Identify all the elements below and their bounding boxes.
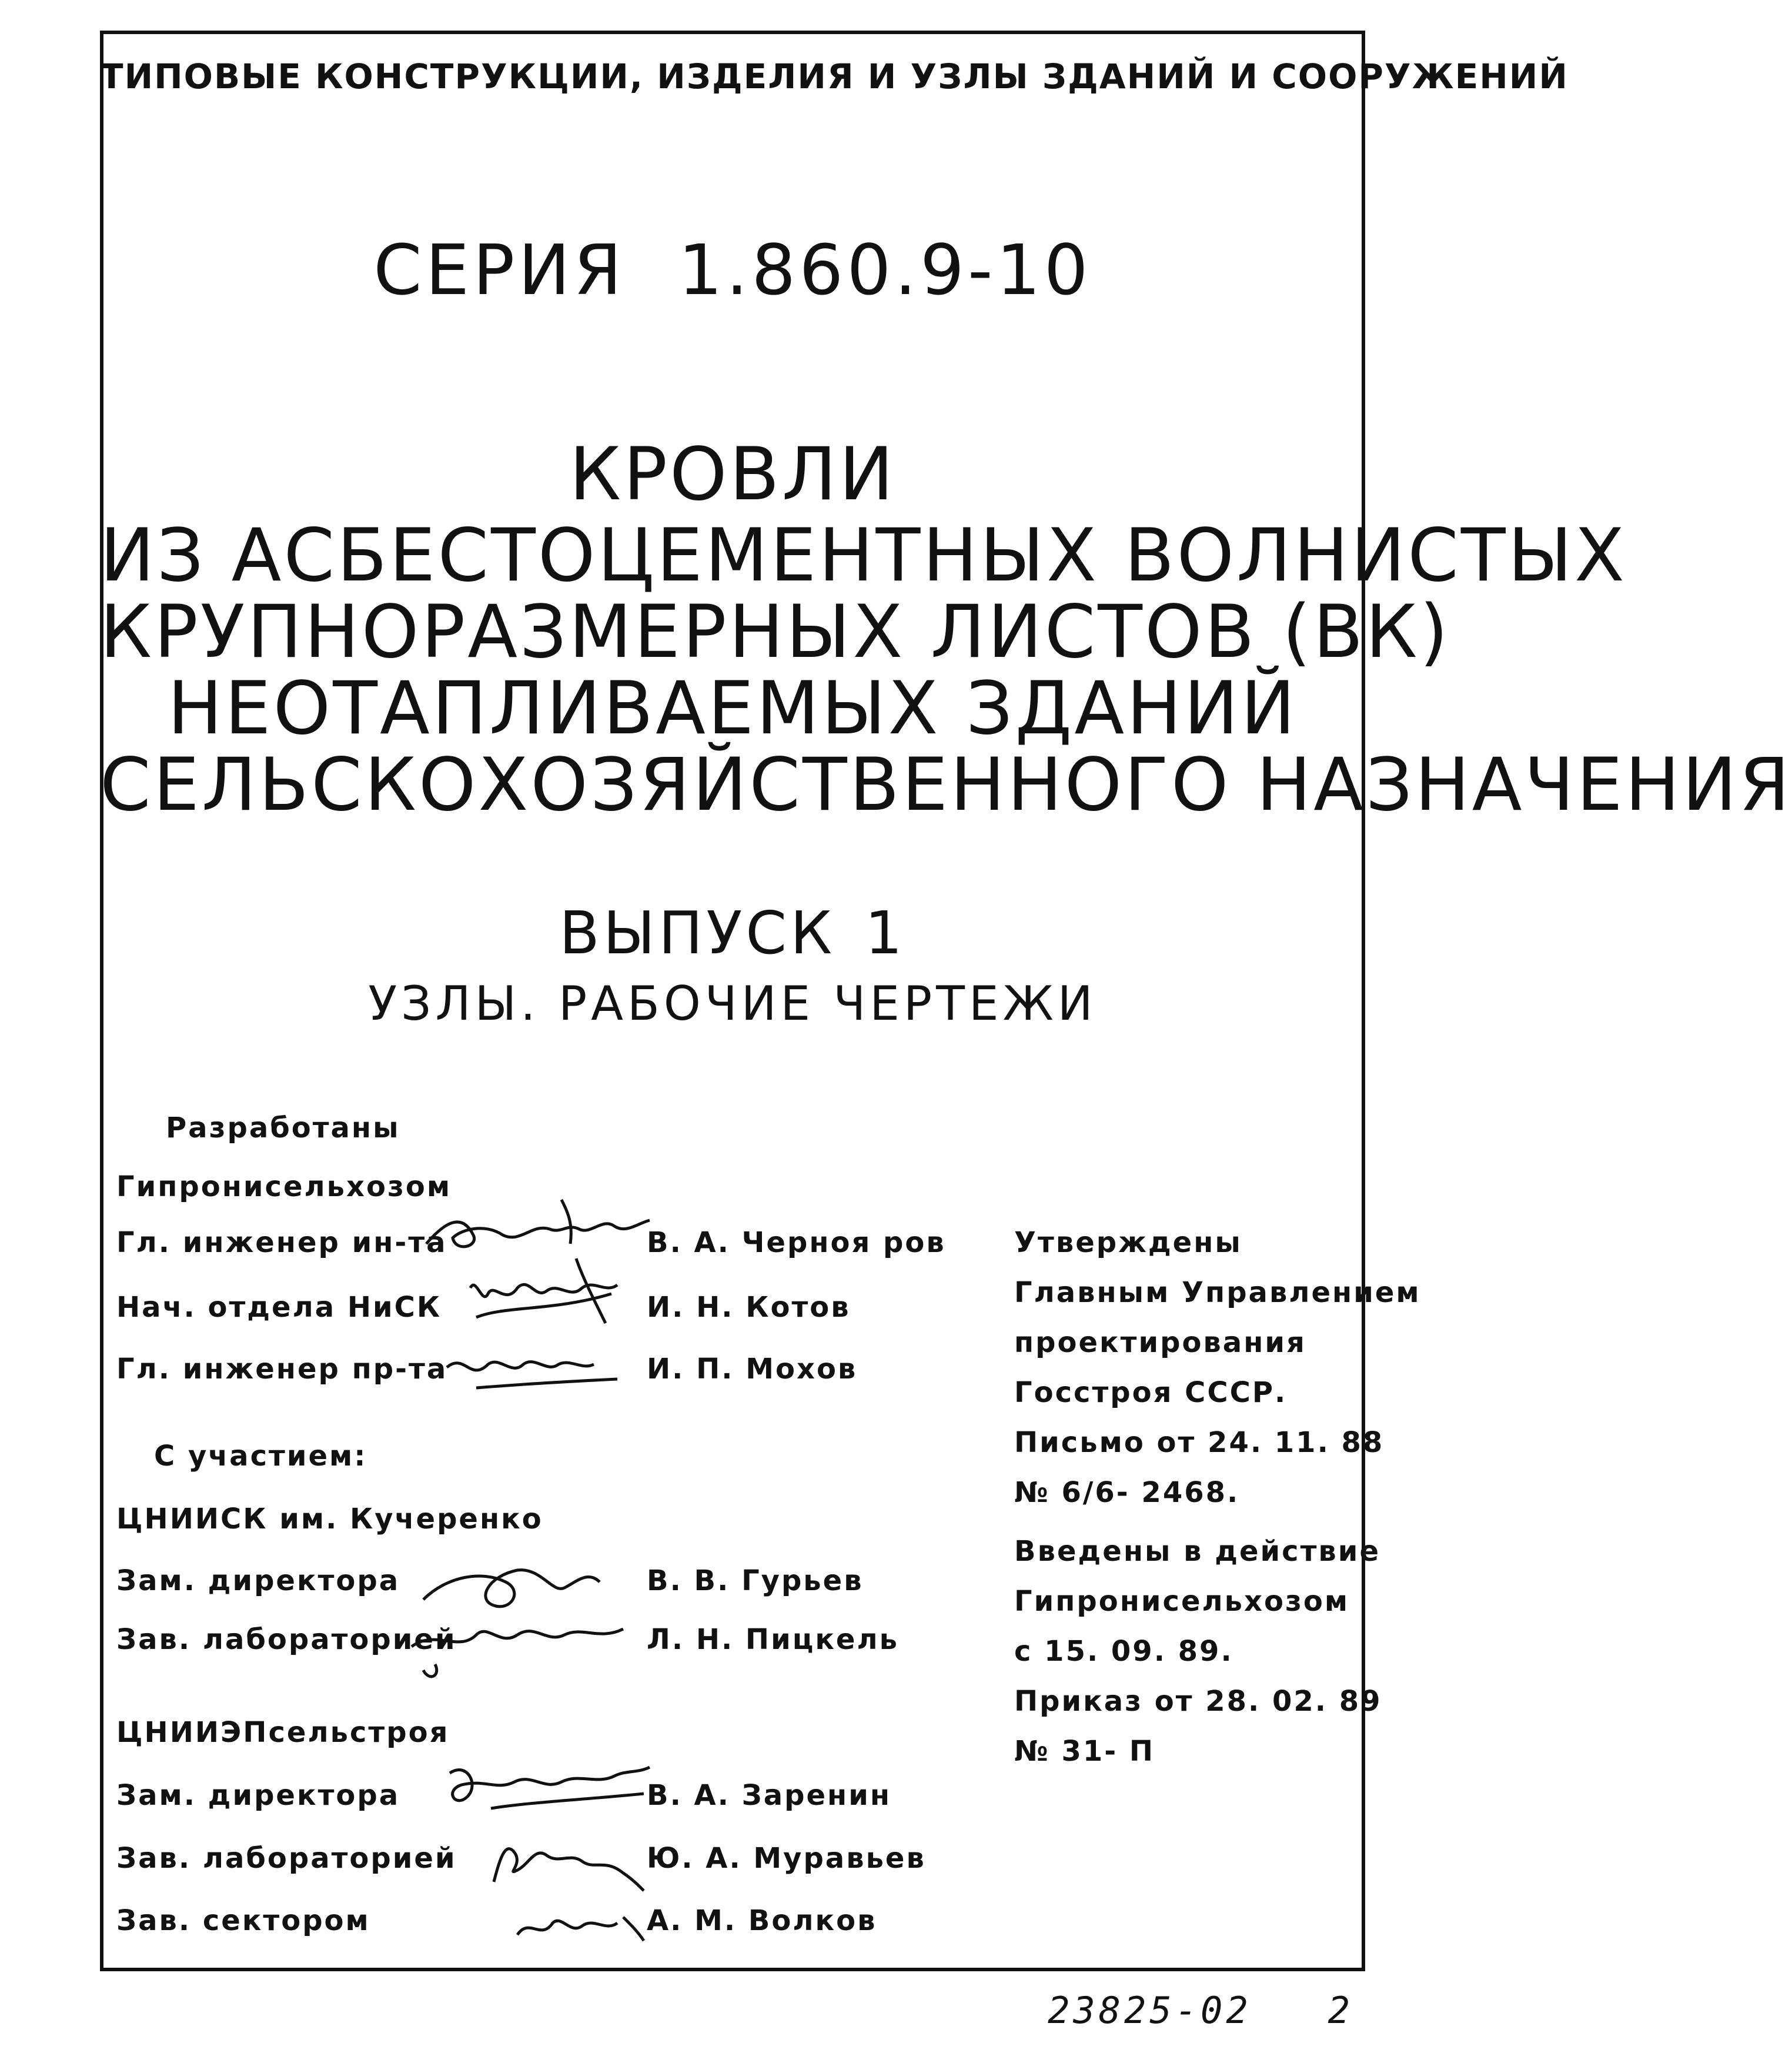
position-lab-head-2: Зав. лабораторией (116, 1842, 457, 1875)
title-line-3: КРУПНОРАЗМЕРНЫХ ЛИСТОВ (ВК) (100, 590, 1450, 675)
series-heading (100, 229, 1365, 311)
developed-heading: Разработаны (166, 1111, 400, 1144)
participation-heading: С участием: (154, 1440, 367, 1473)
signature-mokhov (441, 1335, 629, 1400)
participant-organization-tsniiepselstroy: ЦНИИЭПсельстроя (116, 1716, 450, 1749)
position-chief-engineer-project: Гл. инженер пр-та (116, 1353, 448, 1386)
name-mokhov: И. П. Мохов (647, 1353, 858, 1386)
title-line-2: ИЗ АСБЕСТОЦЕМЕНТНЫХ ВОЛНИСТЫХ (100, 513, 1627, 598)
title-line-4: НЕОТАПЛИВАЕМЫХ ЗДАНИЙ (168, 666, 1298, 751)
name-chernoyarov: В. А. Черноя ров (647, 1226, 946, 1259)
title-line-1: КРОВЛИ (569, 432, 896, 517)
name-guryev: В. В. Гурьев (647, 1564, 864, 1597)
approved-line-1: Утверждены (1014, 1226, 1242, 1259)
issue-subtitle: УЗЛЫ. РАБОЧИЕ ЧЕРТЕЖИ (368, 976, 1097, 1031)
name-volkov: А. М. Волков (647, 1904, 877, 1937)
position-deputy-director-2: Зам. директора (116, 1779, 400, 1812)
approved-line-4: Госстроя СССР. (1014, 1376, 1288, 1409)
issue-label: ВЫПУСК (559, 899, 836, 967)
enacted-line-4: Приказ от 28. 02. 89 (1014, 1685, 1382, 1718)
position-sector-head: Зав. сектором (116, 1904, 370, 1937)
approved-line-3: проектирования (1014, 1326, 1306, 1359)
position-chief-engineer-institute: Гл. инженер ин-та (116, 1226, 447, 1259)
signature-zarenin (432, 1750, 656, 1820)
name-zarenin: В. А. Заренин (647, 1779, 891, 1812)
series-number: 1.860.9-10 (678, 229, 1092, 311)
issue-number: 1 (865, 899, 906, 967)
name-pitskel: Л. Н. Пицкель (647, 1623, 899, 1656)
enacted-line-2: Гипронисельхозом (1014, 1585, 1350, 1618)
signature-muravyev (482, 1829, 647, 1894)
document-number: 23825-02 (1048, 1989, 1252, 2032)
approved-line-6: № 6/6- 2468. (1014, 1476, 1240, 1509)
name-muravyev: Ю. А. Муравьев (647, 1842, 926, 1875)
signature-kotov (459, 1253, 647, 1341)
position-department-head: Нач. отдела НиСК (116, 1291, 442, 1324)
participant-organization-tsniisk: ЦНИИСК им. Кучеренко (116, 1503, 543, 1535)
enacted-line-3: с 15. 09. 89. (1014, 1635, 1233, 1668)
document-category: ТИПОВЫЕ КОНСТРУКЦИИ, ИЗДЕЛИЯ И УЗЛЫ ЗДАНИЙ И СООРУЖЕНИЙ (100, 56, 1569, 96)
developer-organization: Гипронисельхозом (116, 1170, 452, 1203)
enacted-line-5: № 31- П (1014, 1735, 1155, 1768)
issue-heading (100, 899, 1365, 967)
page-number: 2 (1328, 1989, 1353, 2032)
position-deputy-director-1: Зам. директора (116, 1564, 400, 1597)
approved-line-5: Письмо от 24. 11. 88 (1014, 1426, 1385, 1459)
document-code (1048, 1989, 1353, 2032)
signature-guryev (376, 1541, 647, 1682)
position-lab-head-1: Зав. лабораторией (116, 1623, 457, 1656)
enacted-line-1: Введены в действие (1014, 1535, 1380, 1568)
title-line-5: СЕЛЬСКОХОЗЯЙСТВЕННОГО НАЗНАЧЕНИЯ (100, 743, 1792, 827)
series-label: СЕРИЯ (373, 229, 626, 311)
approved-line-2: Главным Управлением (1014, 1276, 1421, 1309)
signature-volkov (506, 1900, 647, 1947)
name-kotov: И. Н. Котов (647, 1291, 851, 1324)
